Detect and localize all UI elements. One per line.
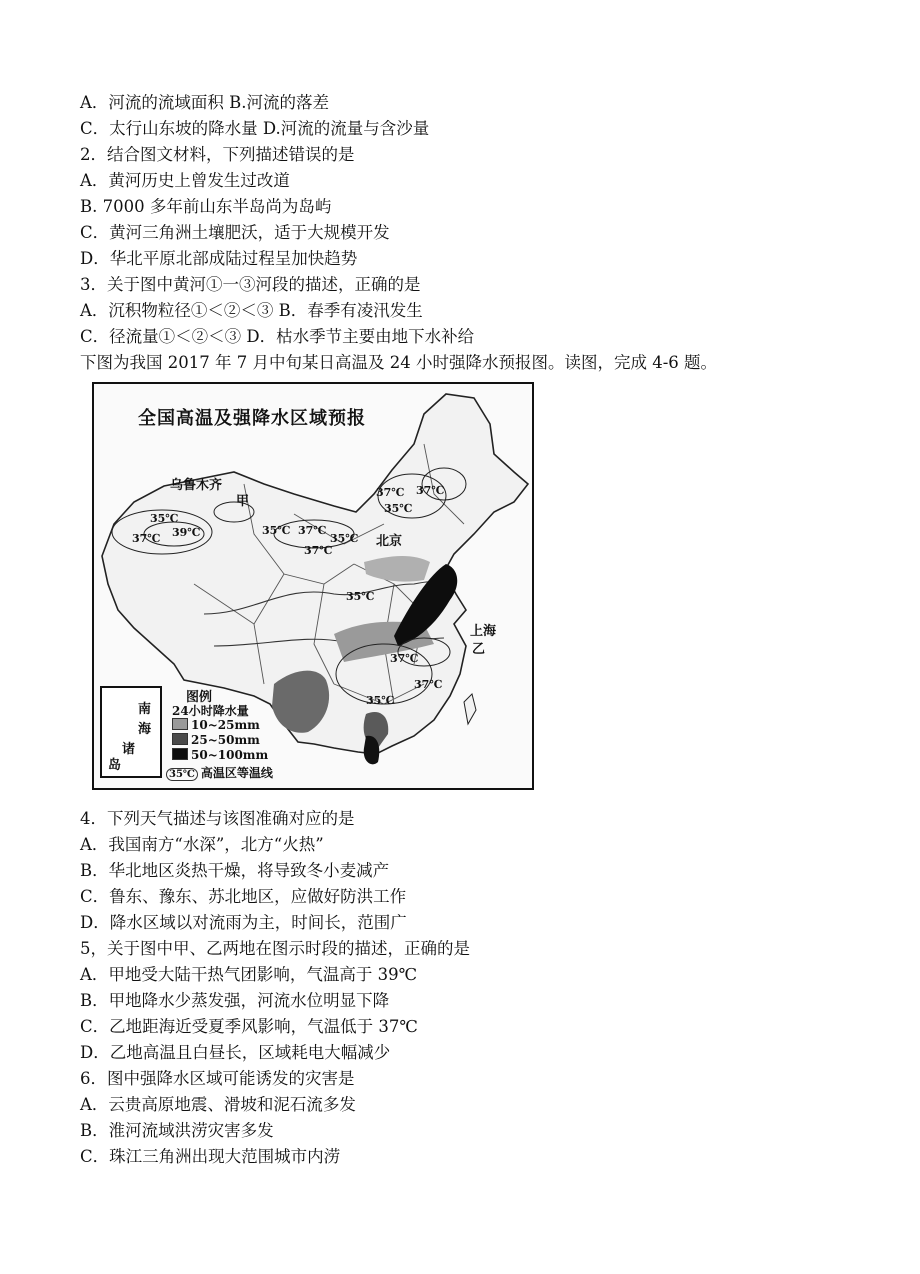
- question-3: 3．关于图中黄河①一③河段的描述，正确的是: [80, 275, 421, 294]
- isotherm-label: 37℃: [414, 678, 443, 691]
- inset-label: 南: [138, 702, 152, 717]
- taiwan-island: [464, 694, 476, 724]
- legend-title: 图例: [186, 690, 213, 705]
- question-6: 6．图中强降水区域可能诱发的灾害是: [80, 1069, 355, 1088]
- isotherm-label: 35℃: [384, 502, 413, 515]
- isotherm-sample: 35℃: [166, 768, 198, 781]
- option-text: C．黄河三角洲土壤肥沃，适于大规模开发: [80, 223, 390, 242]
- label-beijing: 北京: [376, 534, 403, 549]
- isotherm-label: 37℃: [416, 484, 445, 497]
- question-4: 4．下列天气描述与该图准确对应的是: [80, 809, 355, 828]
- question-2: 2．结合图文材料，下列描述错误的是: [80, 145, 355, 164]
- isotherm-label: 35℃: [262, 524, 291, 537]
- forecast-map: [92, 382, 534, 790]
- option-text: C．径流量①＜②＜③ D．枯水季节主要由地下水补给: [80, 327, 475, 346]
- inset-label: 海: [138, 722, 152, 737]
- option-text: C．珠江三角洲出现大范围城市内涝: [80, 1147, 341, 1166]
- legend-label: 25~50mm: [191, 733, 260, 747]
- legend-label: 50~100mm: [191, 748, 269, 762]
- map-title: 全国高温及强降水区域预报: [138, 408, 366, 429]
- legend-subtitle: 24小时降水量: [172, 704, 249, 718]
- label-shanghai: 上海: [470, 624, 497, 639]
- option-text: C．鲁东、豫东、苏北地区，应做好防洪工作: [80, 887, 407, 906]
- legend-swatch: [172, 733, 188, 745]
- legend-label: 高温区等温线: [200, 766, 273, 780]
- isotherm-label: 35℃: [150, 512, 179, 525]
- legend-label: 10~25mm: [191, 718, 260, 732]
- isotherm-label: 37℃: [298, 524, 327, 537]
- isotherm-label: 37℃: [390, 652, 419, 665]
- option-text: B．华北地区炎热干燥，将导致冬小麦减产: [80, 861, 390, 880]
- label-yi: 乙: [472, 642, 486, 657]
- option-text: B．淮河流域洪涝灾害多发: [80, 1121, 274, 1140]
- map-intro: 下图为我国 2017 年 7 月中旬某日高温及 24 小时强降水预报图。读图，完成 4-6 题。: [80, 353, 718, 372]
- legend-swatch: [172, 748, 188, 760]
- isotherm-label: 37℃: [376, 486, 405, 499]
- option-text: A．沉积物粒径①＜②＜③ B．春季有凌汛发生: [80, 301, 423, 320]
- legend-item: [172, 718, 260, 732]
- inset-label: 诸: [122, 742, 136, 757]
- isotherm-label: 37℃: [304, 544, 333, 557]
- south-china-sea-inset: [100, 686, 162, 778]
- isotherm-label: 35℃: [346, 590, 375, 603]
- inset-label: 岛: [108, 758, 122, 773]
- option-text: A．我国南方“水深”，北方“火热”: [80, 835, 324, 854]
- isotherm-label: 35℃: [366, 694, 395, 707]
- option-text: D．乙地高温且白昼长，区域耗电大幅减少: [80, 1043, 391, 1062]
- isotherm-label: 39℃: [172, 526, 201, 539]
- isotherm-label: 35℃: [330, 532, 359, 545]
- question-5: 5，关于图中甲、乙两地在图示时段的描述，正确的是: [80, 939, 470, 958]
- legend-item: [172, 748, 268, 762]
- option-text: A．云贵高原地震、滑坡和泥石流多发: [80, 1095, 356, 1114]
- option-text: B. 7000 多年前山东半岛尚为岛屿: [80, 197, 332, 216]
- legend-swatch: [172, 718, 188, 730]
- option-text: D．降水区域以对流雨为主，时间长，范围广: [80, 913, 407, 932]
- label-jia: 甲: [236, 494, 250, 509]
- map-legend: [100, 686, 300, 782]
- isotherm-label: 37℃: [132, 532, 161, 545]
- label-urumqi: 乌鲁木齐: [170, 478, 223, 493]
- option-text: B．甲地降水少蒸发强，河流水位明显下降: [80, 991, 390, 1010]
- option-text: A．黄河历史上曾发生过改道: [80, 171, 290, 190]
- option-text: C．乙地距海近受夏季风影响，气温低于 37℃: [80, 1017, 418, 1036]
- legend-item: [172, 733, 260, 747]
- text-line: A．河流的流域面积 B.河流的落差: [80, 93, 330, 112]
- text-line: C．太行山东坡的降水量 D.河流的流量与含沙量: [80, 119, 430, 138]
- option-text: D．华北平原北部成陆过程呈加快趋势: [80, 249, 358, 268]
- legend-item: [166, 764, 273, 781]
- option-text: A．甲地受大陆干热气团影响，气温高于 39℃: [80, 965, 418, 984]
